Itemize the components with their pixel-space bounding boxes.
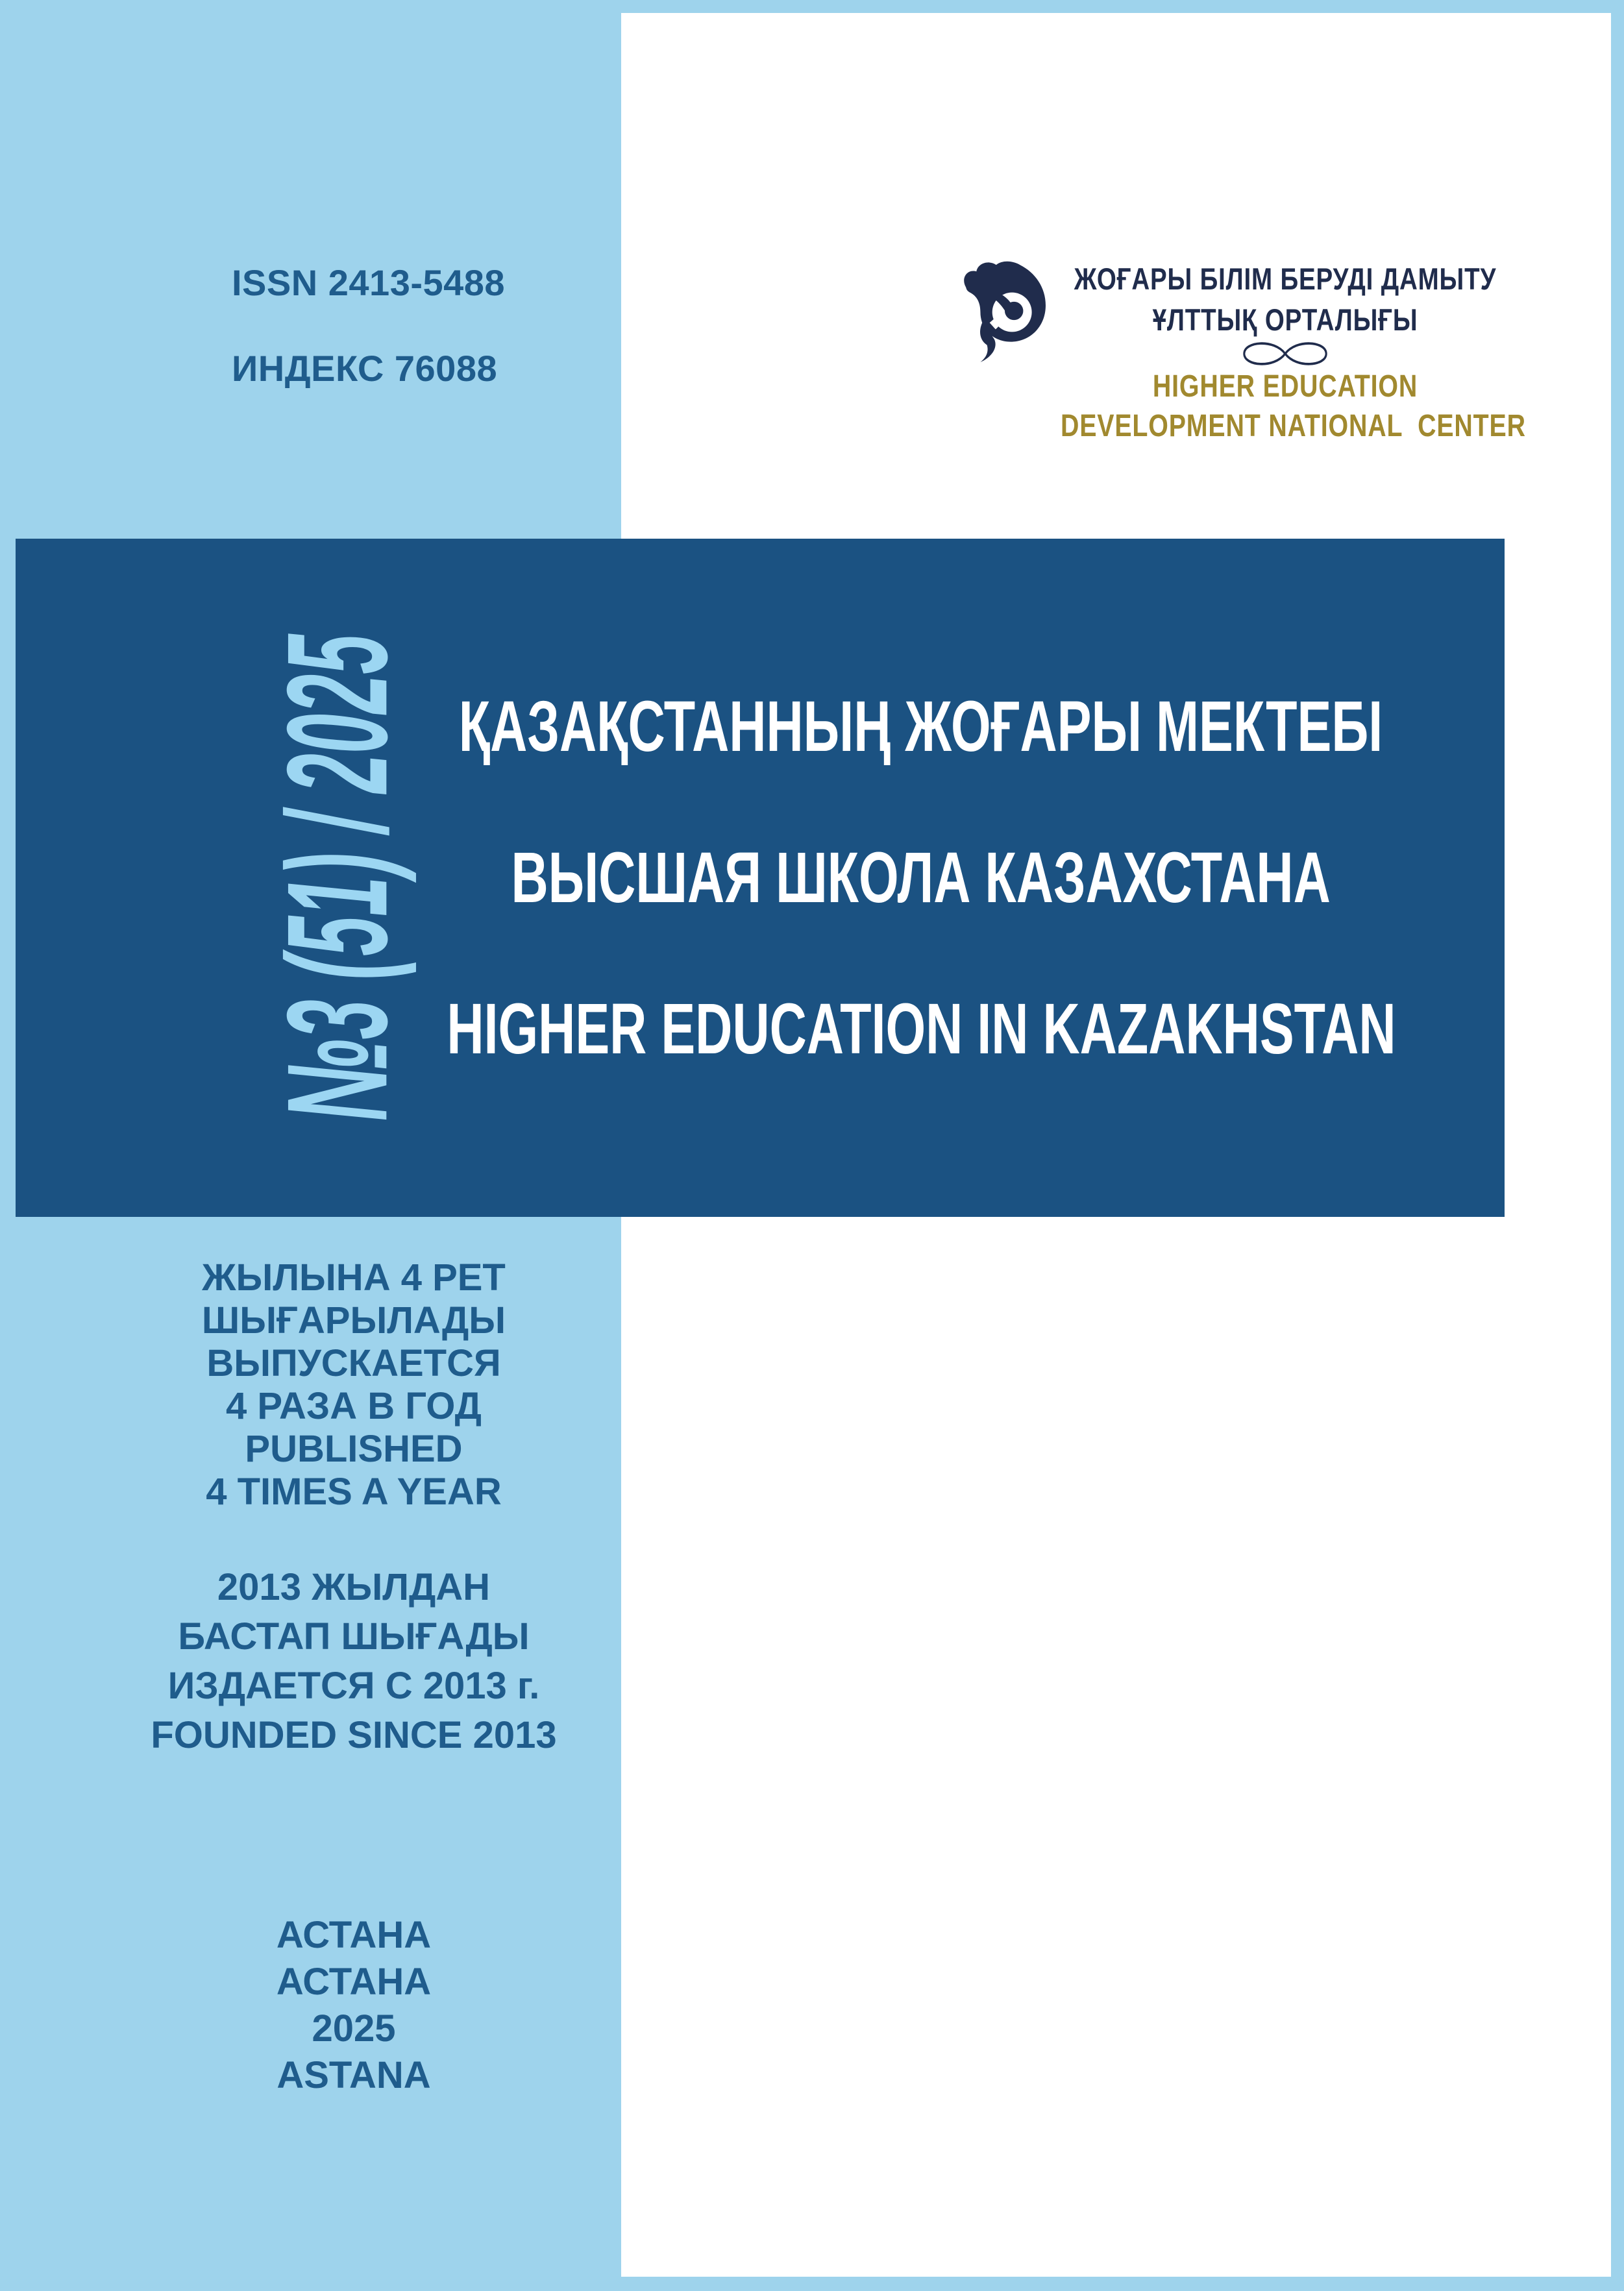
issn-label: ISSN 2413-5488 [232, 262, 506, 303]
founded-line: FOUNDED SINCE 2013 [151, 1714, 557, 1756]
publisher-name-kk-line1: ЖОҒАРЫ БІЛІМ БЕРУДІ ДАМЫТУ [1074, 262, 1497, 296]
imprint-line: АСТАНА [276, 1914, 432, 1956]
journal-title-english: HIGHER EDUCATION IN KAZAKHSTAN [446, 989, 1396, 1069]
frequency-line: ЖЫЛЫНА 4 РЕТ [202, 1256, 506, 1299]
frequency-line: 4 TIMES A YEAR [206, 1471, 502, 1513]
journal-title-russian: ВЫСШАЯ ШКОЛА КАЗАХСТАНА [511, 838, 1331, 918]
issue-codes [232, 262, 506, 389]
subscription-index-label: ИНДЕКС 76088 [232, 348, 498, 389]
frequency-line: 4 РАЗА В ГОД [226, 1385, 482, 1427]
journal-title-kazakh: ҚАЗАҚСТАННЫҢ ЖОҒАРЫ МЕКТЕБІ [459, 687, 1383, 766]
imprint-line: АСТАНА [276, 1961, 432, 2003]
publisher-name-en-line2: DEVELOPMENT NATIONAL CENTER [1060, 409, 1526, 443]
publisher-name-en-line1: HIGHER EDUCATION [1152, 369, 1418, 404]
imprint-line: 2025 [312, 2007, 396, 2050]
imprint-line: ASTANA [277, 2054, 431, 2096]
frequency-line: ВЫПУСКАЕТСЯ [206, 1342, 501, 1384]
imprint [84, 1912, 623, 2099]
infinity-icon [1235, 341, 1336, 366]
publisher-name-kk-line2: ҰЛТТЫҚ ОРТАЛЫҒЫ [1152, 302, 1418, 337]
founded-note [84, 1563, 623, 1760]
publisher-logo-text [1060, 262, 1526, 443]
publisher-logo-icon [962, 258, 1049, 363]
frequency-note [84, 1256, 623, 1513]
journal-titles [363, 539, 1479, 1217]
founded-line: 2013 ЖЫЛДАН [217, 1566, 491, 1608]
frequency-line: PUBLISHED [245, 1428, 463, 1470]
founded-line: ИЗДАЕТСЯ С 2013 г. [167, 1665, 540, 1707]
issue-number-label: №3 (51) / 2025 [257, 634, 417, 1121]
frequency-line: ШЫҒАРЫЛАДЫ [201, 1299, 506, 1342]
founded-line: БАСТАП ШЫҒАДЫ [178, 1615, 530, 1658]
